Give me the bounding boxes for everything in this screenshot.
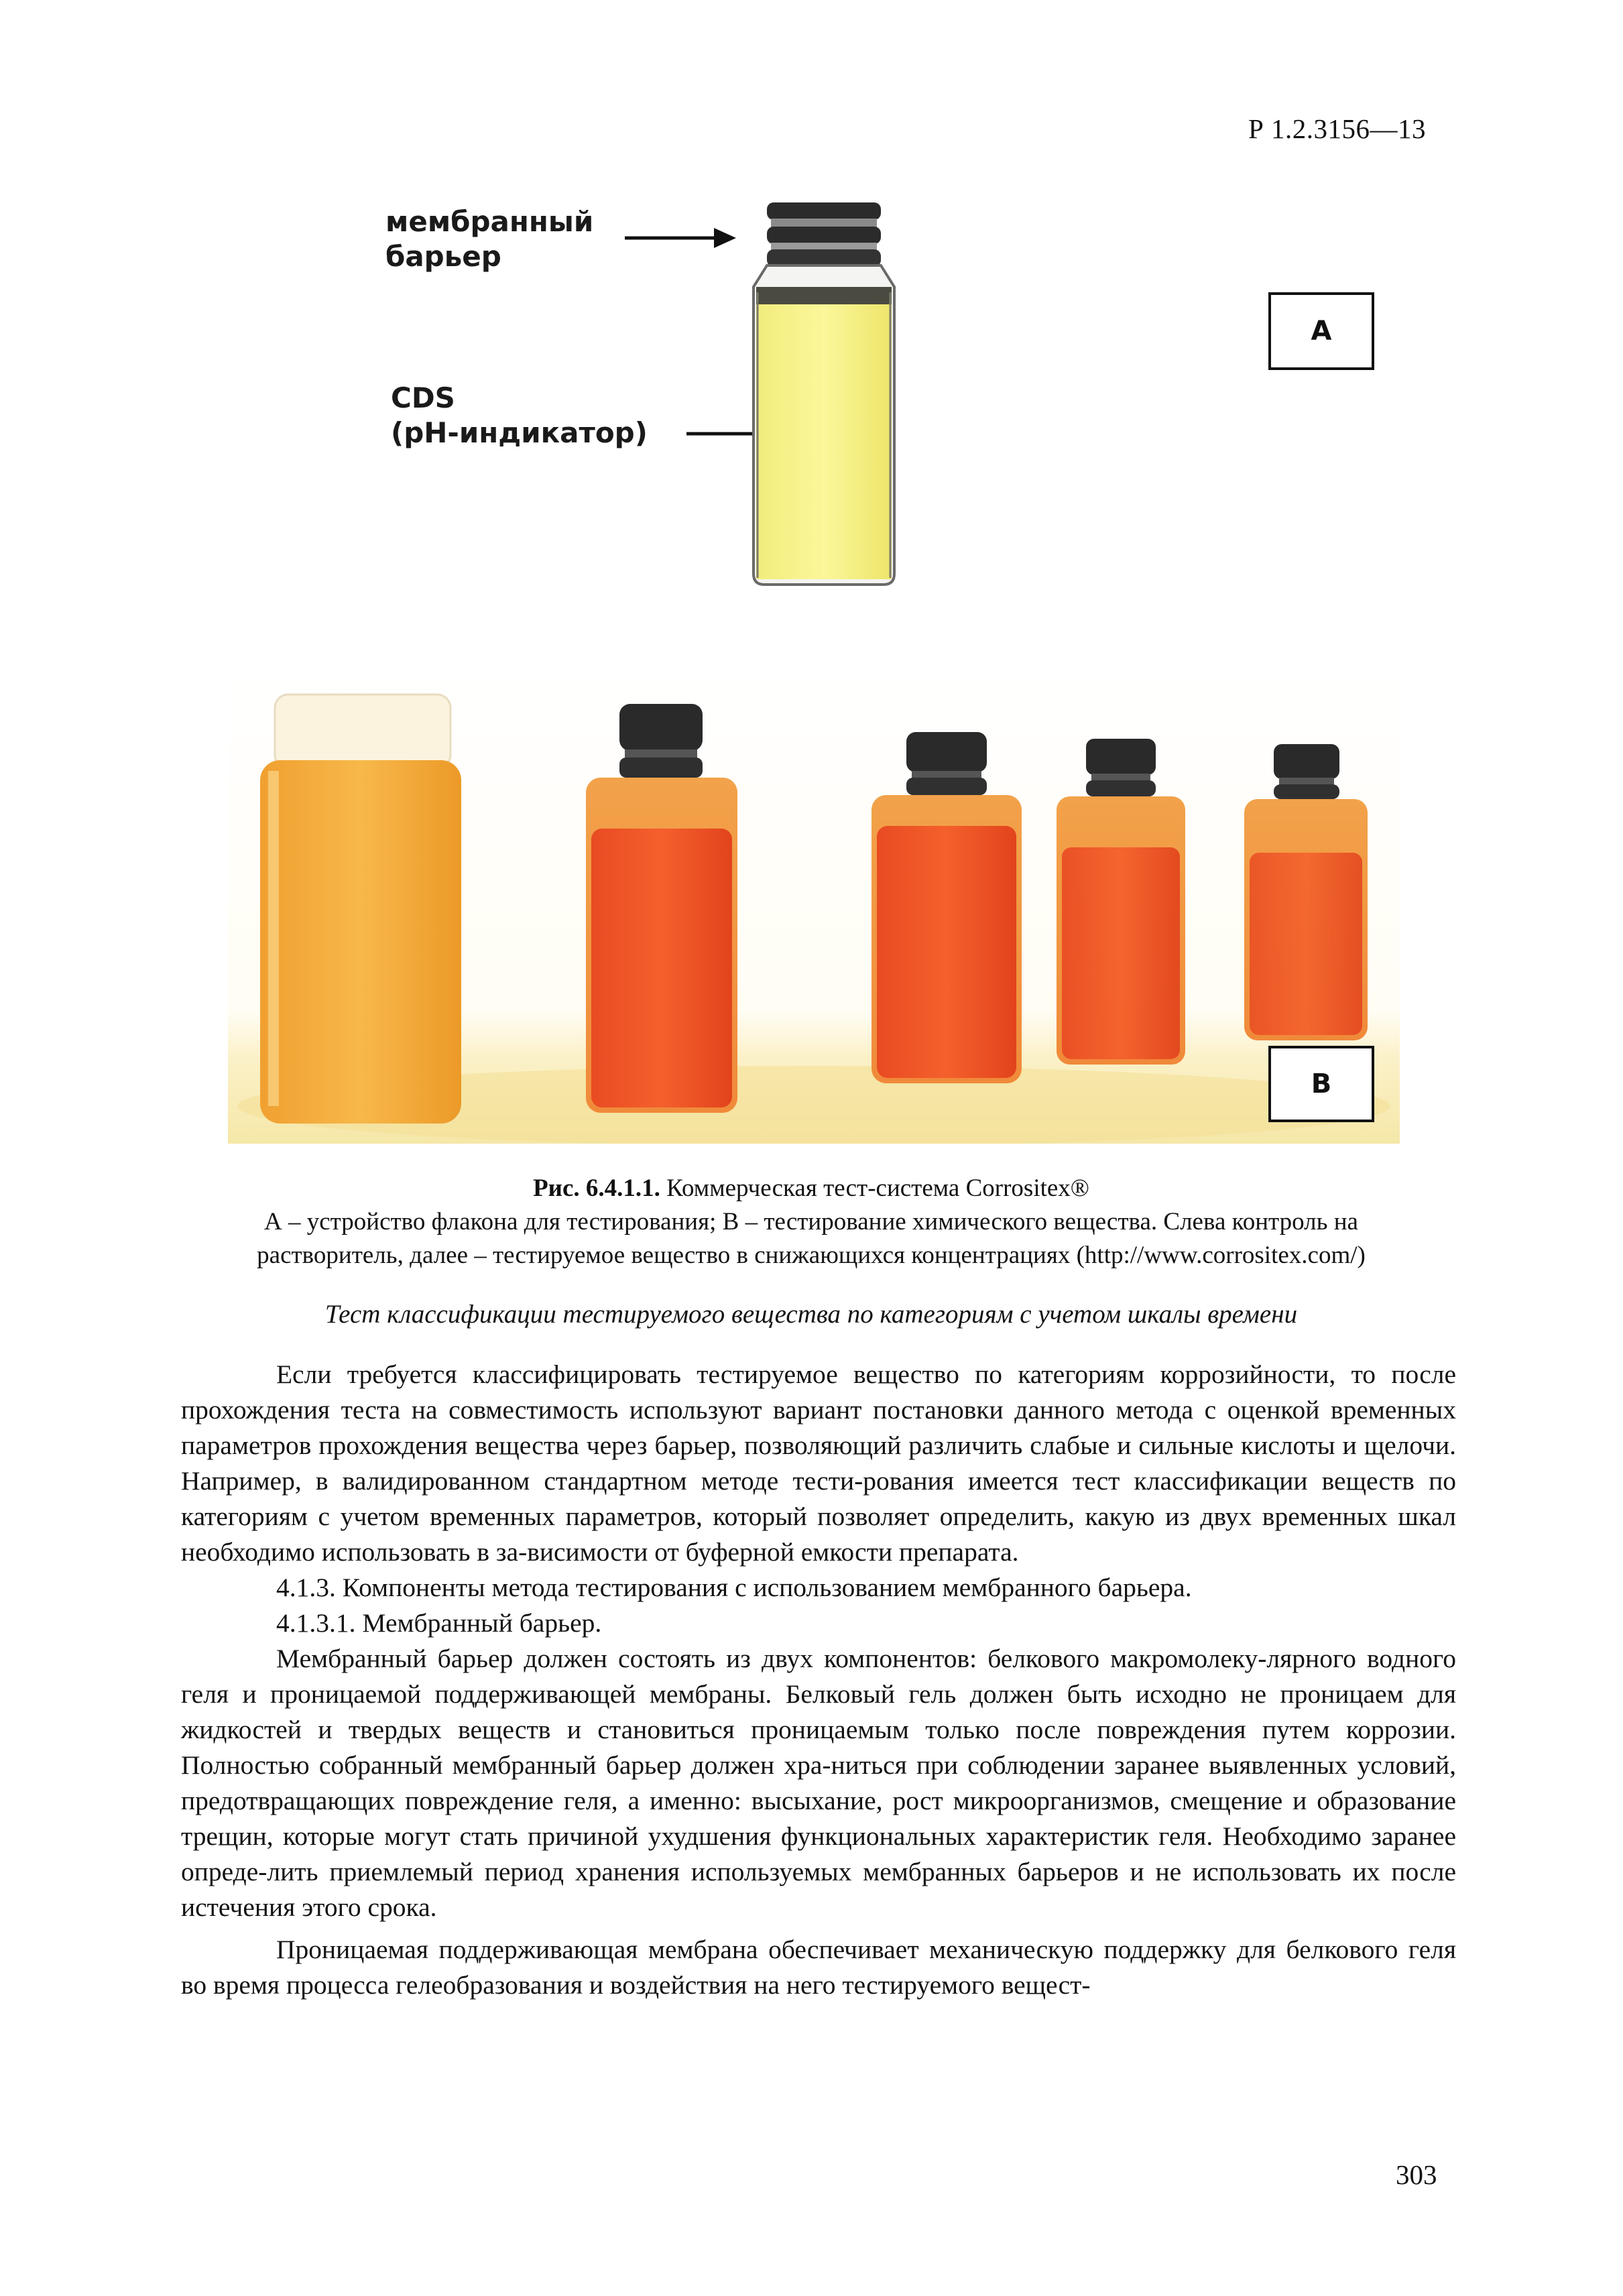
test-vial-illustration xyxy=(744,198,905,587)
figure-number: Рис. 6.4.1.1. xyxy=(533,1174,660,1202)
membrane-barrier-label xyxy=(385,204,593,274)
document-code: Р 1.2.3156—13 xyxy=(1248,113,1427,144)
caption-line-2: растворитель, далее – тестируемое вещество в снижающихся концентрациях (http://www.corrositex.com/) xyxy=(257,1242,1366,1269)
figure-caption-title xyxy=(161,1172,1461,1205)
panel-label-a: A xyxy=(1268,292,1374,370)
paragraph-1: Если требуется классифицировать тестируемое вещество по категориям коррозийности, то после прохождения теста на совместимость используют вариант постановки данного метода с оценкой временных параметров прохождения вещества через барьер, позволяющий различить слабые и сильные кислоты и щелочи. Например, в валидированном стандартном методе тести-рования имеется тест классификации веществ по категориям с учетом временных параметров, который позволяет определить, какую из двух временных шкал необходимо использовать в за-висимости от буферной емкости препарата. xyxy=(181,1360,1456,1567)
section-subheading: Тест классификации тестируемого вещества по категориям с учетом шкалы времени xyxy=(324,1300,1298,1329)
cds-label-line2: (рН-индикатор) xyxy=(391,416,648,449)
paragraph-3: 4.1.3.1. Мембранный барьер. xyxy=(276,1608,602,1638)
vials-photograph xyxy=(228,670,1400,1144)
arrow-right-icon xyxy=(623,221,737,255)
paragraph-2: 4.1.3. Компоненты метода тестирования с использованием мембранного барьера. xyxy=(276,1573,1192,1602)
body-text xyxy=(181,1357,1456,2003)
paragraph-5: Проницаемая поддерживающая мембрана обеспечивает механическую поддержку для белкового геля во время процесса гелеобразования и воздействия на него тестируемого вещест- xyxy=(181,1935,1456,2000)
cds-label xyxy=(391,381,648,450)
figure-caption-body xyxy=(161,1205,1461,1272)
figure-title: Коммерческая тест-система Corrositex® xyxy=(660,1174,1089,1202)
membrane-label-line2: барьер xyxy=(385,240,501,273)
page-number: 303 xyxy=(1396,2159,1437,2190)
membrane-label-line1: мембранный xyxy=(385,205,594,238)
paragraph-4: Мембранный барьер должен состоять из двух компонентов: белкового макромолеку-лярного водного геля и проницаемой поддерживающей мембраны. Белковый гель должен быть исходно не проницаем для жидкостей и твердых веществ и становиться проницаемым только после повреждения путем коррозии. Полностью собранный мембранный барьер должен хра-ниться при соблюдении заранее выявленных условий, предотвращающих повреждение геля, а именно: высыхание, рост микроорганизмов, смещение и образование трещин, которые могут стать причиной ухудшения функциональных характеристик геля. Необходимо заранее опреде-лить приемлемый период хранения используемых мембранных барьеров и не использовать их после истечения этого срока. xyxy=(181,1644,1456,1922)
caption-line-1: А – устройство флакона для тестирования; В – тестирование химического вещества. Слева контроль на xyxy=(264,1208,1358,1235)
cds-label-line1: CDS xyxy=(391,381,455,414)
panel-label-b: B xyxy=(1268,1046,1374,1122)
